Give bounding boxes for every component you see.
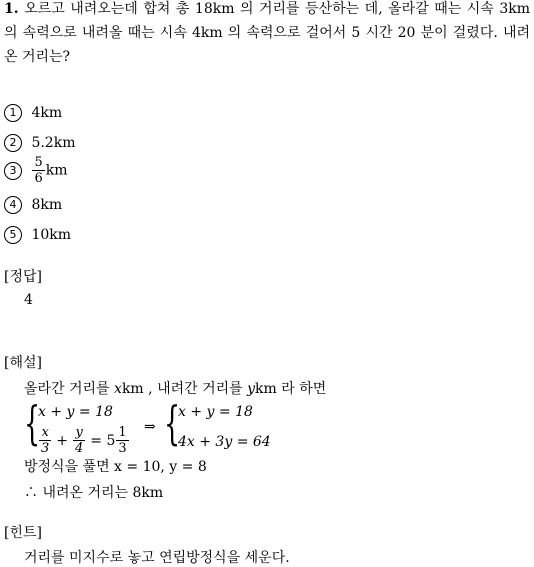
text-part: 올라간 거리를 bbox=[24, 381, 115, 397]
system1-eq2 bbox=[38, 426, 130, 455]
option-mark: 5 bbox=[4, 226, 22, 244]
text-part: km 라 하면 bbox=[255, 381, 327, 397]
option-text: 10km bbox=[31, 227, 72, 243]
option-text: 5.2km bbox=[31, 135, 76, 151]
option-1[interactable] bbox=[4, 104, 62, 122]
question-body: 오르고 내려오는데 합쳐 총 18km 의 거리를 등산하는 데, 올라갈 때는 시속 3km 의 속력으로 내려올 때는 시속 4km 의 속력으로 걸어서 5 시간 20 분이 걸렸다. 내려온 거리는? bbox=[4, 1, 530, 65]
option-mark: 1 bbox=[4, 104, 22, 122]
option-4[interactable] bbox=[4, 196, 62, 214]
hint-text: 거리를 미지수로 놓고 연립방정식을 세운다. bbox=[24, 550, 290, 566]
option-2[interactable] bbox=[4, 134, 75, 152]
option-5[interactable] bbox=[4, 226, 71, 244]
fraction bbox=[39, 426, 51, 455]
fraction bbox=[116, 426, 128, 455]
fraction-denominator: 3 bbox=[118, 441, 127, 456]
fraction bbox=[73, 426, 85, 455]
system2-eq1: x + y = 18 bbox=[178, 404, 253, 420]
solution-line-4: ∴ 내려온 거리는 8km bbox=[24, 485, 164, 501]
fraction-numerator: 1 bbox=[118, 425, 127, 440]
option-unit: km bbox=[45, 162, 68, 179]
option-mark: 3 bbox=[4, 162, 22, 180]
answer-label: [정답] bbox=[4, 269, 42, 285]
fraction-denominator: 6 bbox=[34, 171, 43, 186]
variable-y: y bbox=[247, 381, 256, 397]
fraction-numerator: x bbox=[41, 425, 49, 440]
question-number: 1. bbox=[4, 1, 19, 17]
implies-arrow: ⇒ bbox=[144, 419, 156, 435]
system2-eq2: 4x + 3y = 64 bbox=[178, 434, 271, 450]
system1-eq1: x + y = 18 bbox=[38, 404, 113, 420]
equation-rhs: = 5 bbox=[90, 432, 116, 449]
solution-line-1 bbox=[24, 378, 326, 398]
option-mark: 4 bbox=[4, 196, 22, 214]
option-mark: 2 bbox=[4, 134, 22, 152]
question-text bbox=[4, 0, 530, 69]
option-3[interactable] bbox=[4, 156, 68, 185]
text-part: km , 내려간 거리를 bbox=[121, 381, 248, 397]
left-brace-1: { bbox=[24, 396, 41, 450]
hint-label: [힌트] bbox=[4, 525, 42, 541]
solution-line-3: 방정식을 풀면 x = 10, y = 8 bbox=[24, 459, 207, 475]
fraction-denominator: 4 bbox=[75, 441, 84, 456]
solution-label: [해설] bbox=[4, 355, 42, 371]
option-fraction bbox=[32, 156, 44, 185]
answer-value: 4 bbox=[24, 292, 33, 308]
fraction-numerator: 5 bbox=[34, 155, 43, 170]
option-text: 8km bbox=[31, 197, 63, 213]
plus-sign: + bbox=[56, 432, 69, 449]
option-text: 4km bbox=[31, 105, 63, 121]
fraction-denominator: 3 bbox=[41, 441, 50, 456]
variable-x: x bbox=[114, 381, 122, 397]
left-brace-2: { bbox=[164, 396, 181, 450]
fraction-numerator: y bbox=[75, 425, 83, 440]
